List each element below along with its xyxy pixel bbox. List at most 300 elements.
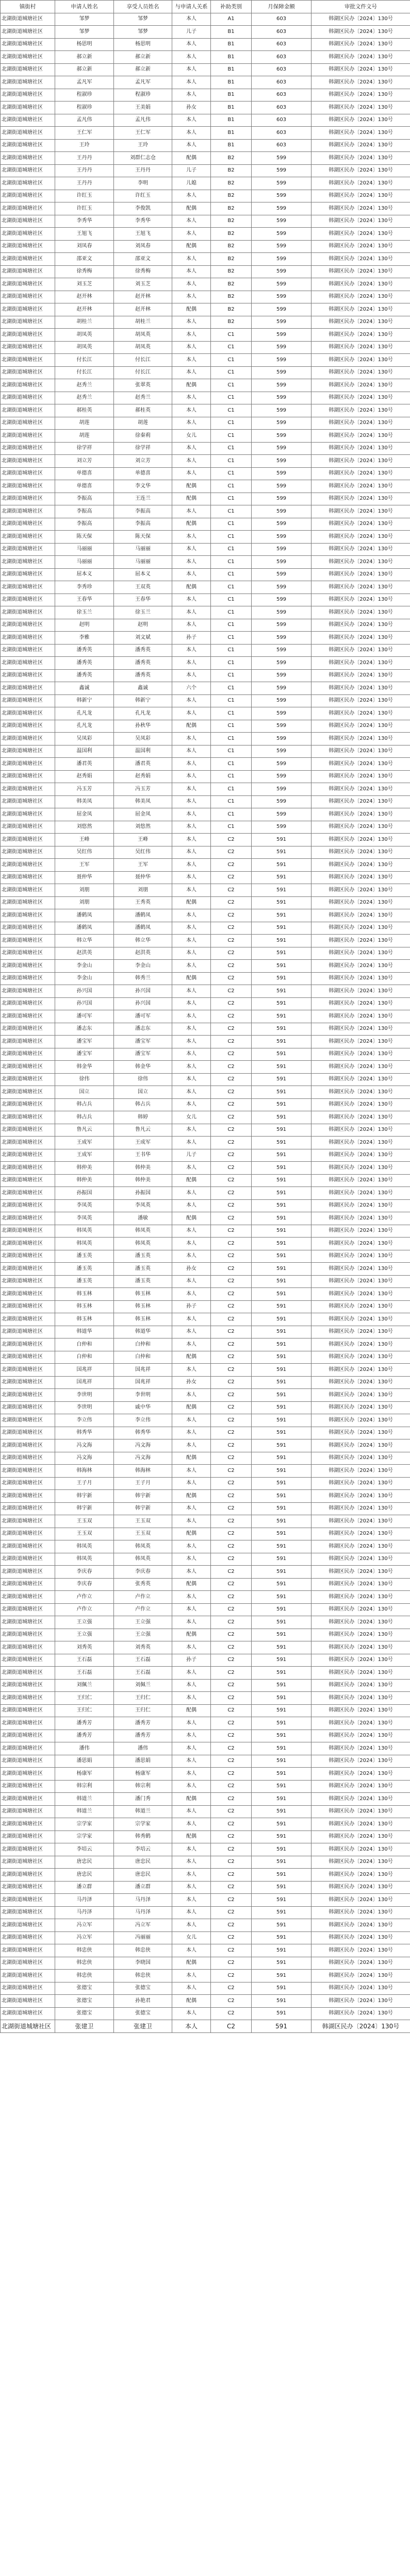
beneficiary-cell: 韩宇新: [114, 1502, 172, 1515]
amount-cell: 591: [252, 1288, 311, 1301]
table-row: [1, 720, 410, 733]
amount-cell: 599: [252, 581, 311, 594]
amount-cell: 591: [252, 1124, 311, 1137]
approval-doc-cell: 韩湖区民办〔2024〕130号: [311, 493, 410, 505]
beneficiary-cell: 潘秀英: [114, 644, 172, 657]
applicant-cell: 李雅: [55, 632, 114, 645]
table-row: [1, 619, 410, 632]
beneficiary-cell: 王成军: [114, 1137, 172, 1149]
beneficiary-cell: 宗学家: [114, 1818, 172, 1831]
relationship-cell: 本人: [172, 127, 211, 140]
table-row: [1, 505, 410, 518]
amount-cell: 591: [252, 1780, 311, 1793]
table-row: [1, 13, 410, 26]
applicant-cell: 刘玉芝: [55, 278, 114, 291]
village-cell: 北湖街道城塘社区: [1, 808, 55, 821]
relationship-cell: 孙子: [172, 1300, 211, 1313]
table-row: [1, 1831, 410, 1843]
amount-cell: 591: [252, 1023, 311, 1036]
beneficiary-cell: 付长江: [114, 354, 172, 367]
amount-cell: 599: [252, 303, 311, 316]
category-cell: B1: [211, 127, 252, 140]
relationship-cell: 配偶: [172, 1401, 211, 1414]
relationship-cell: 本人: [172, 89, 211, 101]
category-cell: C2: [211, 1174, 252, 1187]
applicant-cell: 刘朋: [55, 896, 114, 909]
approval-doc-cell: 韩湖区民办〔2024〕130号: [311, 1010, 410, 1023]
village-cell: 北湖街道城塘社区: [1, 720, 55, 733]
relationship-cell: 本人: [172, 1603, 211, 1616]
village-cell: 北湖街道城塘社区: [1, 669, 55, 682]
relationship-cell: 本人: [172, 1502, 211, 1515]
category-cell: C2: [211, 1414, 252, 1427]
approval-doc-cell: 韩湖区民办〔2024〕130号: [311, 164, 410, 177]
amount-cell: 599: [252, 253, 311, 266]
table-row: [1, 935, 410, 947]
category-cell: C1: [211, 430, 252, 443]
applicant-cell: 韩玉林: [55, 1300, 114, 1313]
applicant-cell: 潘玉英: [55, 1263, 114, 1276]
approval-doc-cell: 韩湖区民办〔2024〕130号: [311, 127, 410, 140]
applicant-cell: 韩新宁: [55, 694, 114, 707]
beneficiary-cell: 刘佩兰: [114, 1679, 172, 1692]
beneficiary-cell: 刘朋: [114, 884, 172, 897]
table-row: [1, 215, 410, 228]
table-row: [1, 2007, 410, 2020]
table-row: [1, 2020, 410, 2033]
amount-cell: 591: [252, 1300, 311, 1313]
amount-cell: 591: [252, 985, 311, 998]
relationship-cell: 六个: [172, 682, 211, 695]
table-row: [1, 404, 410, 417]
table-row: [1, 770, 410, 783]
relationship-cell: 配偶: [172, 240, 211, 253]
village-cell: 北湖街道城塘社区: [1, 972, 55, 985]
applicant-cell: 赵开林: [55, 303, 114, 316]
approval-doc-cell: 韩湖区民办〔2024〕130号: [311, 922, 410, 935]
village-cell: 北湖街道城塘社区: [1, 1667, 55, 1680]
applicant-cell: 温国利: [55, 745, 114, 758]
amount-cell: 591: [252, 1931, 311, 1944]
amount-cell: 591: [252, 859, 311, 872]
relationship-cell: 本人: [172, 733, 211, 745]
beneficiary-cell: 潘秀英: [114, 669, 172, 682]
relationship-cell: 本人: [172, 1768, 211, 1781]
table-row: [1, 430, 410, 443]
village-cell: 北湖街道城塘社区: [1, 1427, 55, 1439]
applicant-cell: 胡莲: [55, 417, 114, 430]
category-cell: C2: [211, 871, 252, 884]
relationship-cell: 本人: [172, 2020, 211, 2033]
village-cell: 北湖街道城塘社区: [1, 1313, 55, 1326]
applicant-cell: 王石磊: [55, 1667, 114, 1680]
amount-cell: 591: [252, 1944, 311, 1957]
table-row: [1, 1427, 410, 1439]
beneficiary-cell: 韩宇新: [114, 1490, 172, 1503]
table-row: [1, 1654, 410, 1667]
applicant-cell: 孙兴国: [55, 985, 114, 998]
category-cell: B2: [211, 303, 252, 316]
beneficiary-cell: 李凤英: [114, 1199, 172, 1212]
amount-cell: 599: [252, 366, 311, 379]
village-cell: 北湖街道城塘社区: [1, 846, 55, 859]
beneficiary-cell: 王双英: [114, 581, 172, 594]
relationship-cell: 本人: [172, 884, 211, 897]
category-cell: C1: [211, 669, 252, 682]
category-cell: C2: [211, 1098, 252, 1111]
approval-doc-cell: 韩湖区民办〔2024〕130号: [311, 783, 410, 796]
approval-doc-cell: 韩湖区民办〔2024〕130号: [311, 442, 410, 455]
amount-cell: 603: [252, 114, 311, 127]
village-cell: 北湖街道城塘社区: [1, 1490, 55, 1503]
table-row: [1, 783, 410, 796]
beneficiary-cell: 潘敏: [114, 1212, 172, 1225]
applicant-cell: 屈金凤: [55, 808, 114, 821]
table-row: [1, 1111, 410, 1124]
village-cell: 北湖街道城塘社区: [1, 770, 55, 783]
approval-doc-cell: 韩湖区民办〔2024〕130号: [311, 543, 410, 556]
beneficiary-cell: 王玉双: [114, 1515, 172, 1528]
table-row: [1, 909, 410, 922]
village-cell: 北湖街道城塘社区: [1, 89, 55, 101]
beneficiary-cell: 杨康军: [114, 1768, 172, 1781]
village-cell: 北湖街道城塘社区: [1, 1591, 55, 1604]
applicant-cell: 刘秀英: [55, 1641, 114, 1654]
applicant-cell: 王春华: [55, 594, 114, 606]
relationship-cell: 儿子: [172, 164, 211, 177]
village-cell: 北湖街道城塘社区: [1, 1856, 55, 1869]
relationship-cell: 本人: [172, 442, 211, 455]
relationship-cell: 本人: [172, 531, 211, 544]
beneficiary-cell: 付长江: [114, 366, 172, 379]
relationship-cell: 本人: [172, 795, 211, 808]
beneficiary-cell: 韩宗利: [114, 1780, 172, 1793]
table-row: [1, 1553, 410, 1566]
applicant-cell: 韩海林: [55, 1465, 114, 1478]
approval-doc-cell: 韩湖区民办〔2024〕130号: [311, 1919, 410, 1932]
beneficiary-cell: 孙艳君: [114, 1995, 172, 2008]
category-cell: C2: [211, 1427, 252, 1439]
village-cell: 北湖街道城塘社区: [1, 1238, 55, 1250]
beneficiary-cell: 韩金华: [114, 1061, 172, 1074]
table-row: [1, 922, 410, 935]
approval-doc-cell: 韩湖区民办〔2024〕130号: [311, 821, 410, 834]
approval-doc-cell: 韩湖区民办〔2024〕130号: [311, 1452, 410, 1465]
applicant-cell: 李庆春: [55, 1566, 114, 1579]
header-cell-relationship: 与申请人关系: [172, 1, 211, 13]
table-row: [1, 1805, 410, 1818]
category-cell: B1: [211, 26, 252, 39]
beneficiary-cell: 韩玉林: [114, 1300, 172, 1313]
relationship-cell: 本人: [172, 745, 211, 758]
applicant-cell: 潘玉英: [55, 1275, 114, 1288]
village-cell: 北湖街道城塘社区: [1, 619, 55, 632]
category-cell: C2: [211, 2007, 252, 2020]
approval-doc-cell: 韩湖区民办〔2024〕130号: [311, 1427, 410, 1439]
village-cell: 北湖街道城塘社区: [1, 644, 55, 657]
amount-cell: 591: [252, 1036, 311, 1048]
approval-doc-cell: 韩湖区民办〔2024〕130号: [311, 1515, 410, 1528]
amount-cell: 599: [252, 354, 311, 367]
approval-doc-cell: 韩湖区民办〔2024〕130号: [311, 1036, 410, 1048]
village-cell: 北湖街道城塘社区: [1, 1843, 55, 1856]
approval-doc-cell: 韩湖区民办〔2024〕130号: [311, 114, 410, 127]
relationship-cell: 本人: [172, 1970, 211, 1982]
amount-cell: 591: [252, 1919, 311, 1932]
village-cell: 北湖街道城塘社区: [1, 707, 55, 720]
amount-cell: 591: [252, 1528, 311, 1540]
category-cell: C1: [211, 404, 252, 417]
approval-doc-cell: 韩湖区民办〔2024〕130号: [311, 303, 410, 316]
table-row: [1, 896, 410, 909]
relationship-cell: 配偶: [172, 1174, 211, 1187]
beneficiary-cell: 刘玉芝: [114, 278, 172, 291]
village-cell: 北湖街道城塘社区: [1, 1995, 55, 2008]
approval-doc-cell: 韩湖区民办〔2024〕130号: [311, 1300, 410, 1313]
applicant-cell: 王立强: [55, 1629, 114, 1641]
relationship-cell: 本人: [172, 1465, 211, 1478]
category-cell: C2: [211, 1086, 252, 1099]
category-cell: B2: [211, 228, 252, 241]
applicant-cell: 刘佩兰: [55, 1679, 114, 1692]
category-cell: C2: [211, 1591, 252, 1604]
relationship-cell: 本人: [172, 1477, 211, 1490]
applicant-cell: 国兆祥: [55, 1364, 114, 1377]
village-cell: 北湖街道城塘社区: [1, 1401, 55, 1414]
approval-doc-cell: 韩湖区民办〔2024〕130号: [311, 884, 410, 897]
relationship-cell: 本人: [172, 846, 211, 859]
category-cell: C2: [211, 1931, 252, 1944]
village-cell: 北湖街道城塘社区: [1, 164, 55, 177]
applicant-cell: 张德宝: [55, 2007, 114, 2020]
table-row: [1, 871, 410, 884]
amount-cell: 591: [252, 1414, 311, 1427]
amount-cell: 591: [252, 1187, 311, 1200]
relationship-cell: 本人: [172, 1338, 211, 1351]
applicant-cell: 徐玉兰: [55, 606, 114, 619]
beneficiary-cell: 马丹泽: [114, 1906, 172, 1919]
beneficiary-cell: 冯文海: [114, 1452, 172, 1465]
village-cell: 北湖街道城塘社区: [1, 215, 55, 228]
relationship-cell: 本人: [172, 644, 211, 657]
approval-doc-cell: 韩湖区民办〔2024〕130号: [311, 1162, 410, 1175]
village-cell: 北湖街道城塘社区: [1, 114, 55, 127]
village-cell: 北湖街道城塘社区: [1, 606, 55, 619]
category-cell: C1: [211, 467, 252, 480]
applicant-cell: 潘伟: [55, 1742, 114, 1755]
category-cell: C2: [211, 1982, 252, 1995]
category-cell: C2: [211, 1793, 252, 1806]
table-row: [1, 985, 410, 998]
relationship-cell: 本人: [172, 770, 211, 783]
village-cell: 北湖街道城塘社区: [1, 960, 55, 973]
category-cell: C2: [211, 1187, 252, 1200]
relationship-cell: 本人: [172, 922, 211, 935]
table-row: [1, 1300, 410, 1313]
amount-cell: 599: [252, 694, 311, 707]
table-row: [1, 1856, 410, 1869]
amount-cell: 591: [252, 1238, 311, 1250]
village-cell: 北湖街道城塘社区: [1, 1351, 55, 1364]
beneficiary-cell: 潘伟: [114, 1742, 172, 1755]
amount-cell: 591: [252, 1717, 311, 1730]
category-cell: C2: [211, 909, 252, 922]
beneficiary-cell: 程淑珍: [114, 89, 172, 101]
category-cell: C2: [211, 1730, 252, 1742]
table-row: [1, 568, 410, 581]
table-row: [1, 114, 410, 127]
table-row: [1, 1957, 410, 1970]
applicant-cell: 王仁军: [55, 127, 114, 140]
category-cell: C2: [211, 1137, 252, 1149]
beneficiary-cell: 王子月: [114, 1477, 172, 1490]
amount-cell: 591: [252, 2020, 311, 2033]
village-cell: 北湖街道城塘社区: [1, 1881, 55, 1894]
approval-doc-cell: 韩湖区民办〔2024〕130号: [311, 1843, 410, 1856]
amount-cell: 591: [252, 1174, 311, 1187]
amount-cell: 599: [252, 808, 311, 821]
amount-cell: 603: [252, 26, 311, 39]
village-cell: 北湖街道城塘社区: [1, 505, 55, 518]
village-cell: 北湖街道城塘社区: [1, 859, 55, 872]
applicant-cell: 孙振国: [55, 1187, 114, 1200]
category-cell: C1: [211, 733, 252, 745]
applicant-cell: 刘凤春: [55, 240, 114, 253]
approval-doc-cell: 韩湖区民办〔2024〕130号: [311, 1654, 410, 1667]
applicant-cell: 王立强: [55, 1616, 114, 1629]
table-row: [1, 821, 410, 834]
relationship-cell: 配偶: [172, 972, 211, 985]
village-cell: 北湖街道城塘社区: [1, 935, 55, 947]
category-cell: C2: [211, 1376, 252, 1389]
table-row: [1, 1162, 410, 1175]
table-row: [1, 177, 410, 190]
amount-cell: 591: [252, 1389, 311, 1402]
applicant-cell: 冯文海: [55, 1439, 114, 1452]
applicant-cell: 吴凤彩: [55, 733, 114, 745]
beneficiary-cell: 潘鹤凤: [114, 909, 172, 922]
village-cell: 北湖街道城塘社区: [1, 1931, 55, 1944]
approval-doc-cell: 韩湖区民办〔2024〕130号: [311, 404, 410, 417]
approval-doc-cell: 韩湖区民办〔2024〕130号: [311, 1578, 410, 1591]
village-cell: 北湖街道城塘社区: [1, 202, 55, 215]
approval-doc-cell: 韩湖区民办〔2024〕130号: [311, 341, 410, 354]
approval-doc-cell: 韩湖区民办〔2024〕130号: [311, 581, 410, 594]
applicant-cell: 韩凤英: [55, 1238, 114, 1250]
approval-doc-cell: 韩湖区民办〔2024〕130号: [311, 1528, 410, 1540]
relationship-cell: 本人: [172, 316, 211, 329]
amount-cell: 591: [252, 846, 311, 859]
approval-doc-cell: 韩湖区民办〔2024〕130号: [311, 518, 410, 531]
applicant-cell: 王玉双: [55, 1528, 114, 1540]
category-cell: C2: [211, 1528, 252, 1540]
applicant-cell: 王归仁: [55, 1692, 114, 1705]
relationship-cell: 本人: [172, 606, 211, 619]
amount-cell: 599: [252, 669, 311, 682]
beneficiary-cell: 韩道兰: [114, 1805, 172, 1818]
category-cell: A1: [211, 13, 252, 26]
applicant-cell: 王丹丹: [55, 164, 114, 177]
relationship-cell: 本人: [172, 253, 211, 266]
category-cell: C2: [211, 1894, 252, 1907]
applicant-cell: 潘思娟: [55, 1755, 114, 1768]
table-row: [1, 228, 410, 241]
table-row: [1, 1704, 410, 1717]
relationship-cell: 本人: [172, 1982, 211, 1995]
relationship-cell: 本人: [172, 291, 211, 303]
beneficiary-cell: 王军: [114, 859, 172, 872]
category-cell: C2: [211, 884, 252, 897]
beneficiary-cell: 韩凤英: [114, 1238, 172, 1250]
relationship-cell: 配偶: [172, 1831, 211, 1843]
approval-doc-cell: 韩湖区民办〔2024〕130号: [311, 1629, 410, 1641]
applicant-cell: 张德宝: [55, 1995, 114, 2008]
relationship-cell: 本人: [172, 190, 211, 202]
amount-cell: 599: [252, 404, 311, 417]
village-cell: 北湖街道城塘社区: [1, 1098, 55, 1111]
relationship-cell: 本人: [172, 1023, 211, 1036]
applicant-cell: 单德喜: [55, 480, 114, 493]
table-row: [1, 1528, 410, 1540]
amount-cell: 591: [252, 1957, 311, 1970]
amount-cell: 599: [252, 341, 311, 354]
applicant-cell: 许红玉: [55, 190, 114, 202]
amount-cell: 591: [252, 1212, 311, 1225]
relationship-cell: 本人: [172, 1439, 211, 1452]
category-cell: C2: [211, 1944, 252, 1957]
category-cell: C1: [211, 568, 252, 581]
table-row: [1, 543, 410, 556]
amount-cell: 591: [252, 1439, 311, 1452]
relationship-cell: 配偶: [172, 493, 211, 505]
approval-doc-cell: 韩湖区民办〔2024〕130号: [311, 1856, 410, 1869]
beneficiary-cell: 唐忠民: [114, 1856, 172, 1869]
applicant-cell: 韩宇新: [55, 1490, 114, 1503]
amount-cell: 591: [252, 1010, 311, 1023]
approval-doc-cell: 韩湖区民办〔2024〕130号: [311, 392, 410, 404]
village-cell: 北湖街道城塘社区: [1, 341, 55, 354]
table-row: [1, 531, 410, 544]
applicant-cell: 杨思明: [55, 38, 114, 51]
category-cell: B2: [211, 240, 252, 253]
amount-cell: 599: [252, 202, 311, 215]
village-cell: 北湖街道城塘社区: [1, 278, 55, 291]
beneficiary-cell: 刘悠然: [114, 821, 172, 834]
village-cell: 北湖街道城塘社区: [1, 682, 55, 695]
beneficiary-cell: 李振高: [114, 518, 172, 531]
category-cell: B2: [211, 316, 252, 329]
relationship-cell: 本人: [172, 76, 211, 89]
village-cell: 北湖街道城塘社区: [1, 997, 55, 1010]
applicant-cell: 鲁凡云: [55, 1124, 114, 1137]
relationship-cell: 配偶: [172, 1629, 211, 1641]
relationship-cell: 本人: [172, 404, 211, 417]
amount-cell: 599: [252, 291, 311, 303]
category-cell: C1: [211, 341, 252, 354]
category-cell: C1: [211, 606, 252, 619]
table-row: [1, 392, 410, 404]
table-row: [1, 1502, 410, 1515]
beneficiary-cell: 李明: [114, 177, 172, 190]
applicant-cell: 赵秀兰: [55, 392, 114, 404]
beneficiary-cell: 韩玉林: [114, 1313, 172, 1326]
applicant-cell: 邹梦: [55, 26, 114, 39]
applicant-cell: 韩宗利: [55, 1780, 114, 1793]
applicant-cell: 李金山: [55, 960, 114, 973]
village-cell: 北湖街道城塘社区: [1, 1048, 55, 1061]
approval-doc-cell: 韩湖区民办〔2024〕130号: [311, 909, 410, 922]
relationship-cell: 本人: [172, 139, 211, 152]
